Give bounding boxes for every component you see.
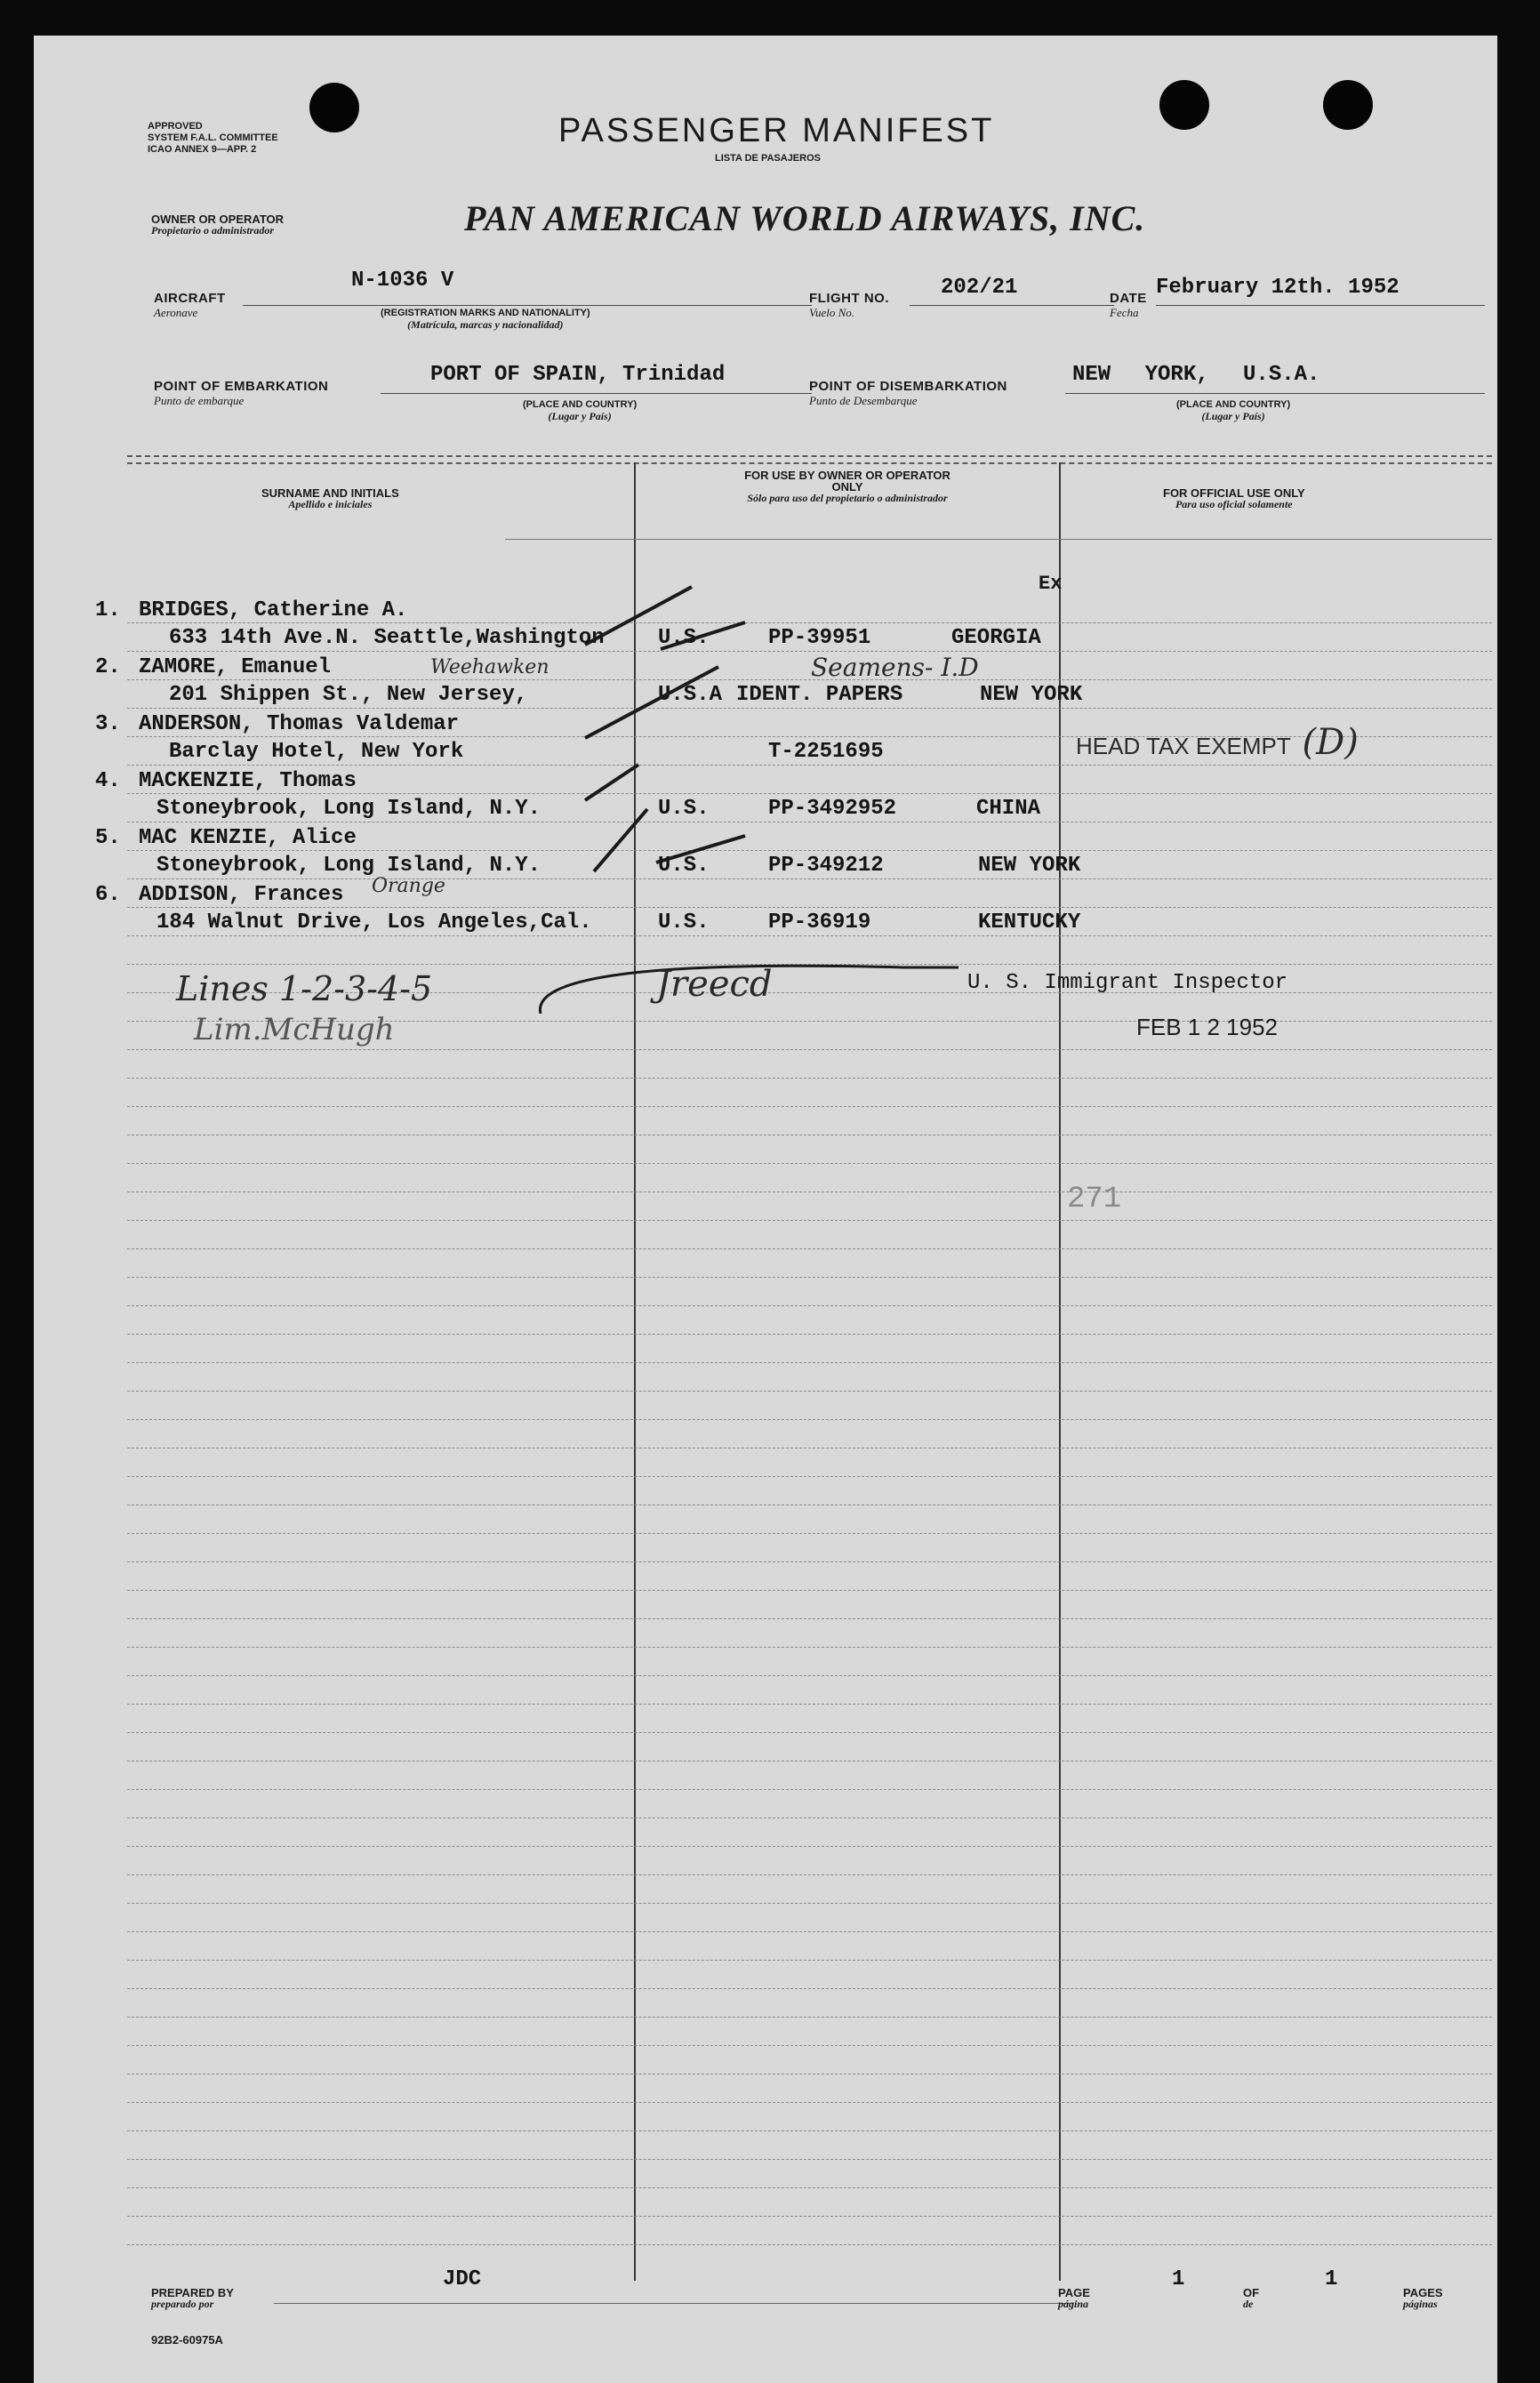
embark-place-note: (PLACE AND COUNTRY) (Lugar y País)	[523, 399, 638, 422]
prepared-by-underline	[274, 2303, 1074, 2304]
disembark-value: NEW YORK, U.S.A.	[1072, 363, 1320, 387]
passenger-place: CHINA	[976, 797, 1041, 821]
check-marks	[34, 36, 1497, 1014]
ruled-line	[127, 1960, 1492, 1961]
page-number: 1	[1172, 2267, 1185, 2291]
ruled-line	[127, 1704, 1492, 1705]
passenger-name: ANDERSON, Thomas Valdemar	[139, 712, 460, 736]
top-mark: Ex	[1039, 573, 1063, 595]
registration-note: (REGISTRATION MARKS AND NATIONALITY) (Matrícula, marcas y nacionalidad)	[381, 308, 590, 331]
handwritten-seamens: Seamens- I.D	[811, 653, 979, 682]
prepared-by-value: JDC	[443, 2267, 482, 2291]
passenger-name: ZAMORE, Emanuel	[139, 655, 332, 679]
ruled-line	[127, 2045, 1492, 2046]
operator-name: PAN AMERICAN WORLD AIRWAYS, INC.	[464, 198, 1146, 238]
check-mark	[661, 622, 745, 649]
handwritten-weehawken: Weehawken	[430, 656, 549, 678]
ruled-line	[127, 1590, 1492, 1591]
ruled-line	[127, 1789, 1492, 1790]
column-header-owner: FOR USE BY OWNER OR OPERATOR ONLY Sólo para uso del propietario o administrador	[744, 469, 950, 504]
ruled-line	[127, 1618, 1492, 1619]
ruled-line	[127, 2187, 1492, 2188]
ruled-line	[127, 1504, 1492, 1505]
ruled-line	[127, 1846, 1492, 1847]
ruled-line	[127, 1931, 1492, 1932]
owner-label: OWNER OR OPERATOR Propietario o administrador	[151, 213, 285, 237]
ruled-line	[127, 1362, 1492, 1363]
ruled-line	[127, 1533, 1492, 1534]
ruled-line	[127, 1305, 1492, 1306]
ruled-line	[127, 2102, 1492, 2103]
check-mark	[594, 809, 647, 871]
column-header-official: FOR OFFICIAL USE ONLY Para uso oficial solamente	[1163, 486, 1305, 510]
inspector-signature: Jreecd	[656, 964, 773, 1005]
embark-value: PORT OF SPAIN, Trinidad	[430, 363, 726, 387]
passenger-row-number: 2.	[95, 655, 121, 679]
ruled-line	[127, 1078, 1492, 1079]
ruled-line	[127, 1391, 1492, 1392]
ruled-line	[127, 1988, 1492, 1989]
ruled-line	[127, 1106, 1492, 1107]
ruled-line	[127, 1732, 1492, 1733]
disembark-place-note: (PLACE AND COUNTRY) (Lugar y País)	[1176, 399, 1291, 422]
passenger-name: BRIDGES, Catherine A.	[139, 598, 408, 622]
approval-block: APPROVED SYSTEM F.A.L. COMMITTEE ICAO ANNEX 9—APP. 2	[148, 121, 278, 155]
passenger-row-number: 5.	[95, 826, 121, 850]
passenger-nationality: U.S.	[658, 626, 710, 650]
ruled-line	[127, 2244, 1492, 2245]
page-total: 1	[1325, 2267, 1338, 2291]
flight-label-block: FLIGHT NO. Vuelo No.	[809, 291, 889, 319]
passenger-name: MAC KENZIE, Alice	[139, 826, 357, 850]
ruled-line	[127, 1220, 1492, 1221]
ruled-line	[127, 1049, 1492, 1050]
ruled-line	[127, 1248, 1492, 1249]
date-value: February 12th. 1952	[1156, 276, 1400, 300]
ruled-line	[127, 2159, 1492, 2160]
ruled-line	[127, 2017, 1492, 2018]
passenger-row-number: 4.	[95, 769, 121, 793]
passenger-nationality: U.S.	[658, 797, 710, 821]
passenger-name: MACKENZIE, Thomas	[139, 769, 357, 793]
check-mark	[585, 765, 638, 800]
passenger-document: PP-3492952	[768, 797, 897, 821]
column-header-surname: SURNAME AND INITIALS Apellido e iniciales	[261, 486, 399, 510]
manifest-sheet	[34, 36, 1497, 2383]
ruled-line	[127, 1163, 1492, 1164]
ruled-line	[127, 1476, 1492, 1477]
check-mark	[585, 587, 692, 645]
passenger-row-number: 1.	[95, 598, 121, 622]
of-label: OF de	[1243, 2286, 1260, 2310]
handwritten-lines-note: Lines 1-2-3-4-5	[176, 969, 433, 1008]
date-label-block: DATE Fecha	[1110, 291, 1147, 319]
passenger-place: GEORGIA	[951, 626, 1041, 650]
passenger-place: NEW YORK	[978, 854, 1081, 878]
ruled-line	[127, 2216, 1492, 2217]
passenger-row-number: 6.	[95, 883, 121, 907]
ruled-line	[127, 2130, 1492, 2131]
ruled-line	[127, 1647, 1492, 1648]
pages-label: PAGES páginas	[1403, 2286, 1443, 2310]
passenger-document: IDENT. PAPERS	[736, 683, 903, 707]
aircraft-label-block: AIRCRAFT Aeronave	[154, 291, 226, 319]
passenger-document: PP-349212	[768, 854, 884, 878]
inspector-title: U. S. Immigrant Inspector	[967, 971, 1288, 995]
disembark-label-block: POINT OF DISEMBARKATION Punto de Desembarque	[809, 379, 1007, 407]
page-title: PASSENGER MANIFEST	[558, 112, 995, 149]
head-tax-stamp: HEAD TAX EXEMPT (D)	[1076, 722, 1359, 763]
passenger-address: Stoneybrook, Long Island, N.Y.	[156, 854, 541, 878]
ruled-line	[127, 1419, 1492, 1420]
ruled-line	[127, 1675, 1492, 1676]
ruled-line	[127, 1334, 1492, 1335]
passenger-document: PP-39951	[768, 626, 871, 650]
passenger-place: KENTUCKY	[978, 911, 1081, 935]
page-label: PAGE página	[1058, 2286, 1090, 2310]
passenger-document: T-2251695	[768, 740, 884, 764]
passenger-name: ADDISON, Frances	[139, 883, 344, 907]
form-code: 92B2-60975A	[151, 2333, 223, 2347]
check-mark	[585, 667, 718, 738]
passenger-address: Stoneybrook, Long Island, N.Y.	[156, 797, 541, 821]
passenger-row-number: 3.	[95, 712, 121, 736]
handwritten-orange: Orange	[372, 875, 445, 897]
passenger-nationality: U.S.	[658, 854, 710, 878]
passenger-address: 201 Shippen St., New Jersey,	[169, 683, 528, 707]
passenger-address: 633 14th Ave.N. Seattle,Washington	[169, 626, 605, 650]
embark-label-block: POINT OF EMBARKATION Punto de embarque	[154, 379, 329, 407]
ruled-line	[127, 1817, 1492, 1818]
inspector-signature-2: Lim.McHugh	[194, 1012, 395, 1047]
passenger-address: Barclay Hotel, New York	[169, 740, 464, 764]
passenger-nationality: U.S.	[658, 911, 710, 935]
check-mark	[656, 836, 745, 863]
page-title-es: LISTA DE PASAJEROS	[715, 153, 821, 164]
ruled-line	[127, 1903, 1492, 1904]
ruled-line	[127, 1561, 1492, 1562]
passenger-nationality: U.S.A	[658, 683, 723, 707]
ruled-line	[127, 1277, 1492, 1278]
inspection-date-stamp: FEB 1 2 1952	[1136, 1014, 1278, 1040]
ruled-line	[127, 1874, 1492, 1875]
passenger-place: NEW YORK	[980, 683, 1083, 707]
faint-number: 271	[1067, 1183, 1122, 1216]
aircraft-value: N-1036 V	[351, 269, 454, 293]
prepared-by-label: PREPARED BY preparado por	[151, 2286, 234, 2310]
passenger-address: 184 Walnut Drive, Los Angeles,Cal.	[156, 911, 592, 935]
flight-value: 202/21	[941, 276, 1018, 300]
passenger-document: PP-36919	[768, 911, 871, 935]
